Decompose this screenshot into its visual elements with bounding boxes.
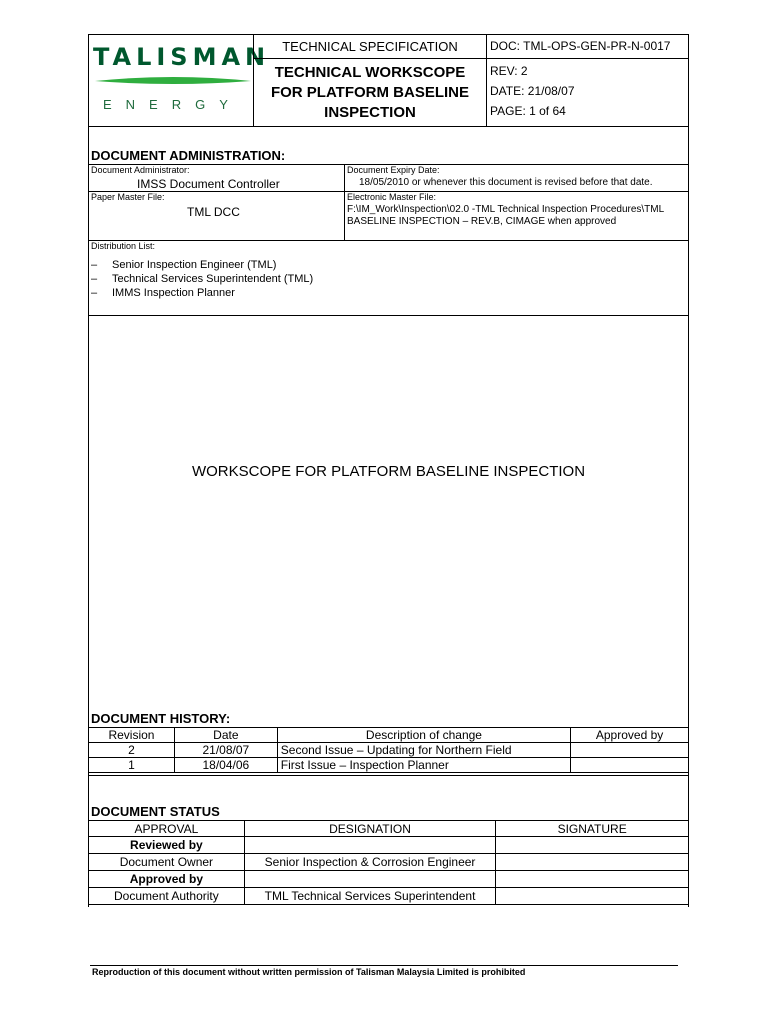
- doc-number: DOC: TML-OPS-GEN-PR-N-0017: [490, 39, 671, 53]
- doc-title: TECHNICAL WORKSCOPE FOR PLATFORM BASELINE INSPECTION: [270, 63, 470, 121]
- footer-rule: [90, 965, 678, 966]
- electronic-master-value: F:\IM_Work\Inspection\02.0 -TML Technical Inspection Procedures\TML BASELINE INSPECTION – REV.B, CIMAGE when approved: [347, 204, 664, 227]
- rev-date-page-cell: [486, 58, 689, 127]
- table-row: [89, 758, 689, 773]
- distribution-item: – Senior Inspection Engineer (TML): [91, 259, 277, 271]
- history-approved: [571, 743, 689, 758]
- paper-master-cell: [88, 191, 345, 241]
- history-header-date: Date: [174, 728, 277, 743]
- approved-by-label: Approved by: [89, 871, 245, 888]
- status-section-title: DOCUMENT STATUS: [91, 804, 220, 819]
- main-title: WORKSCOPE FOR PLATFORM BASELINE INSPECTION: [191, 463, 586, 480]
- distribution-item: – Technical Services Superintendent (TML): [91, 273, 314, 285]
- history-description: First Issue – Inspection Planner: [277, 758, 570, 773]
- table-row: [89, 888, 689, 905]
- logo-cell: [88, 34, 271, 127]
- paper-master-label: Paper Master File:: [91, 192, 165, 202]
- status-header-approval: APPROVAL: [89, 821, 245, 837]
- empty-cell: [496, 871, 689, 888]
- document-authority-label: Document Authority: [89, 888, 245, 905]
- table-row: [89, 854, 689, 871]
- empty-cell: [244, 871, 496, 888]
- status-header-designation: DESIGNATION: [244, 821, 496, 837]
- company-logo-name: TALISMAN: [93, 43, 271, 71]
- table-row: [89, 837, 689, 854]
- distribution-label: Distribution List:: [91, 241, 156, 251]
- logo-swoosh-icon: [95, 75, 251, 87]
- history-approved: [571, 758, 689, 773]
- revision: REV: 2: [490, 64, 528, 78]
- title-cell: [253, 58, 487, 127]
- history-header-row: [89, 728, 689, 743]
- paper-master-value: TML DCC: [187, 205, 240, 219]
- distribution-cell: [88, 240, 689, 316]
- history-description: Second Issue – Updating for Northern Field: [277, 743, 570, 758]
- history-header-revision: Revision: [89, 728, 175, 743]
- distribution-list: [91, 258, 313, 300]
- doc-admin-cell: [88, 164, 345, 192]
- electronic-master-label: Electronic Master File:: [347, 192, 437, 202]
- electronic-master-cell: [344, 191, 689, 241]
- document-owner-signature: [496, 854, 689, 871]
- status-header-signature: SIGNATURE: [496, 821, 689, 837]
- admin-section-title: DOCUMENT ADMINISTRATION:: [91, 148, 286, 163]
- company-logo-sub: ENERGY: [103, 97, 242, 112]
- doc-admin-value: IMSS Document Controller: [137, 177, 280, 191]
- doc-type-cell: [253, 34, 487, 59]
- history-table: [88, 727, 689, 773]
- expiry-value: 18/05/2010 or whenever this document is revised before that date.: [359, 177, 653, 188]
- history-revision: 1: [89, 758, 175, 773]
- empty-cell: [244, 837, 496, 854]
- expiry-label: Document Expiry Date:: [347, 165, 440, 175]
- table-row: [89, 871, 689, 888]
- date: DATE: 21/08/07: [490, 84, 575, 98]
- document-owner-label: Document Owner: [89, 854, 245, 871]
- status-table: [88, 820, 689, 905]
- doc-admin-label: Document Administrator:: [91, 165, 190, 175]
- history-header-description: Description of change: [277, 728, 570, 743]
- status-header-row: [89, 821, 689, 837]
- history-header-approved: Approved by: [571, 728, 689, 743]
- empty-cell: [496, 837, 689, 854]
- footer-text: Reproduction of this document without written permission of Talisman Malaysia Limited is prohibited: [92, 967, 526, 977]
- distribution-item: – IMMS Inspection Planner: [91, 287, 235, 299]
- history-revision: 2: [89, 743, 175, 758]
- doc-type: TECHNICAL SPECIFICATION: [282, 39, 458, 54]
- page-number: PAGE: 1 of 64: [490, 104, 566, 118]
- history-section-title: DOCUMENT HISTORY:: [91, 711, 231, 726]
- history-date: 21/08/07: [174, 743, 277, 758]
- history-date: 18/04/06: [174, 758, 277, 773]
- history-divider: [88, 775, 689, 776]
- doc-no-cell: [486, 34, 689, 59]
- table-row: [89, 743, 689, 758]
- reviewed-by-label: Reviewed by: [89, 837, 245, 854]
- expiry-cell: [344, 164, 689, 192]
- document-authority-designation: TML Technical Services Superintendent: [244, 888, 496, 905]
- document-owner-designation: Senior Inspection & Corrosion Engineer: [244, 854, 496, 871]
- document-authority-signature: [496, 888, 689, 905]
